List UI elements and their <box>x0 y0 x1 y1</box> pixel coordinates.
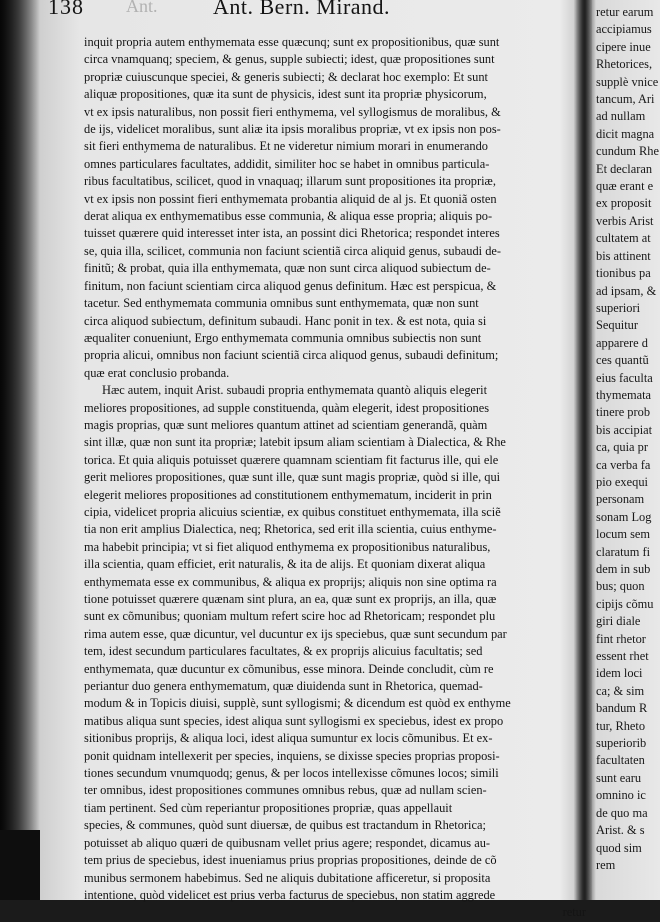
text-line: tionibus pa <box>596 266 651 281</box>
text-line: de quo ma <box>596 805 648 820</box>
text-line: tur, Rheto <box>596 718 646 733</box>
text-line: tem, idest secundum particulares facultates, & ex proprijs alicuius facultatis; sed <box>84 644 483 659</box>
text-line: Et declaran <box>596 161 653 176</box>
text-line: ad nullam <box>596 109 646 124</box>
text-line: tancum, Ari <box>596 92 655 107</box>
text-line: intentione, quòd videlicet est prius verba facturus de speciebus, non statim aggrede <box>84 887 496 902</box>
text-line: tiones secundum vnumquodq; genus, & per locos intellexisse cõmunes locos; simili <box>84 766 499 781</box>
text-line: facultaten <box>596 753 645 768</box>
text-line: enthymemata, quæ ducuntur ex cõmunibus, esse minora. Deinde concludit, cùm re <box>84 661 494 676</box>
text-line: se, quia illa, scilicet, communia non faciunt scientiã circa aliquid genus, subaudi de- <box>84 243 502 258</box>
text-line: cundum Rhe <box>596 144 659 159</box>
text-line: bis attinent <box>596 248 651 263</box>
text-line: sit fieri enthymema de naturalibus. Et ne videretur nimium morari in enumerando <box>84 139 488 154</box>
text-line: æqualiter conueniunt, Ergo enthymemata communia omnibus subiectis non sunt <box>84 330 482 345</box>
text-line: retur <box>562 905 586 920</box>
text-line: quæ erat conclusio probanda. <box>84 365 230 380</box>
text-line: tem prius de speciebus, idest inueniamus prius proprias propositiones, deinde de cõ <box>84 853 497 868</box>
text-line: ca; & sim <box>596 683 645 698</box>
text-line: sint illæ, quæ non sunt ita propriæ; latebit ipsum aliam scientiam à Dialectica, & Rhe <box>84 435 506 450</box>
text-line: tia non erit amplius Dialectica, neq; Rhetorica, sed erit illa scientia, cuius enthyme- <box>84 522 497 537</box>
text-line: retur earum <box>596 5 654 19</box>
text-line: cultatem at <box>596 231 651 246</box>
text-line: personam <box>596 492 645 507</box>
text-line: sonam Log <box>596 509 652 524</box>
text-line: de ijs, videlicet moralibus, sunt aliæ ita ipsis moralibus propriæ, vt ex ipsis non pos- <box>84 122 501 137</box>
text-line: omnino ic <box>596 788 646 803</box>
text-line: cipia, videlicet propria alicuius scientiæ, ex quibus constituet enthymemata, illa sciẽ <box>84 504 501 519</box>
text-line: idem loci <box>596 666 643 681</box>
text-line: omnes particulares facultates, addidit, similiter hoc se habet in omnibus particula- <box>84 156 490 171</box>
text-line: eius faculta <box>596 370 653 385</box>
text-line: superiori <box>596 300 641 315</box>
text-line: ad ipsam, & <box>596 283 657 298</box>
right-page <box>590 0 660 900</box>
body-text <box>84 34 586 922</box>
text-line: Arist. & s <box>596 823 645 838</box>
text-line: fint rhetor <box>596 631 646 646</box>
text-line: aliquæ propositiones, quæ ita sunt de physicis, idest sunt ita propriæ physicorum, <box>84 87 487 102</box>
text-line: propriæ cuiuscunque speciei, & generis subiecti; & declarat hoc exemplo: Et sunt <box>84 69 488 84</box>
text-line: ma habebit principia; vt si fiet aliquod enthymema ex propositionibus naturalibus, <box>84 539 491 554</box>
text-line: dicit magna <box>596 126 655 141</box>
text-line: vt ex ipsis non possint fieri enthymemata probantia aliquid de al js. Et quoniã osten <box>84 191 497 206</box>
text-line: superiorib <box>596 736 647 751</box>
text-line: pio exequi <box>596 474 648 489</box>
text-line: tione potuisset quærere quænam sint plura, an ea, quæ sunt ex proprijs, an illa, quæ <box>84 592 497 606</box>
text-line: rem <box>596 857 616 872</box>
text-line: tinere prob <box>596 405 651 420</box>
text-line: ca, quia pr <box>596 440 648 455</box>
text-line: ponit quidnam intellexerit per species, inquiens, se dixisse species proprias proposi- <box>84 748 500 763</box>
text-line: bandum R <box>596 701 648 716</box>
text-line: elegerit meliores propositiones ad constitutionem enthymematum, inciderit in prin <box>84 487 492 502</box>
text-line: ca verba fa <box>596 457 651 472</box>
text-line: finitum, non faciunt scientiam circa aliquod genus definitum. Hæc est perspicua, & <box>84 278 497 293</box>
text-line: Sequitur <box>596 318 638 333</box>
text-line: inquit propria autem enthymemata esse quæcunq; sunt ex propositionibus, quæ sunt <box>84 35 500 49</box>
text-line: tiam pertinent. Sed cùm reperiantur propositiones propriæ, quas appellauit <box>84 800 453 815</box>
text-line: species, & communes, quòd sunt diuersæ, de quibus est tractandum in Rhetorica; <box>84 818 486 833</box>
text-line: claratum fi <box>596 544 651 559</box>
text-line: bis accipiat <box>596 422 653 437</box>
text-line: locum sem <box>596 527 651 542</box>
text-line: circa aliquod subiectum, definitum subaudi. Hanc ponit in tex. & est nota, quia si <box>84 313 487 328</box>
text-line: quod sim <box>596 840 642 855</box>
text-line: vt ex ipsis naturalibus, non possit fieri enthymema, vel syllogismus de moralibus, & <box>84 104 501 119</box>
text-line: matibus aliqua sunt species, idest aliqua sunt syllogismi ex speciebus, idest ex propo <box>84 713 504 728</box>
text-line: potuisset ab aliquo quæri de quibusnam vellet prius agere; respondet, dicamus au- <box>84 835 491 850</box>
text-line: finitũ; & probat, quia illa enthymemata, quæ non sunt circa aliquod subiectum de- <box>84 261 491 276</box>
text-line: apparere d <box>596 335 648 350</box>
text-line: modum & in Topicis diuisi, supplè, sunt syllogismi; & dicendum est quòd ex enthyme <box>84 696 511 711</box>
text-line: dem in sub <box>596 562 651 576</box>
text-line: munibus sermonem habebimus. Sed ne aliquis dubitatione afficeretur, si proposita <box>84 870 491 885</box>
text-line: torica. Et quia aliquis potuisset quærere quamnam scientiam fit facturus ille, qui ele <box>84 452 499 467</box>
text-line: cipijs cõmu <box>596 596 654 611</box>
text-line: sunt earu <box>596 770 642 785</box>
text-line: tuisset quærere quid interesset inter ista, an possint dici Rhetorica; respondet interes <box>84 226 500 241</box>
text-line: accipiamus <box>596 22 652 37</box>
text-line: sitionibus proprijs, & aliqua loci, idest aliqua sumuntur ex locis cõmunibus. Et ex- <box>84 731 493 746</box>
text-line: meliores propositiones, ad supple constituenda, quàm elegerit, idest propositiones <box>84 400 490 415</box>
text-line: supplè vnice <box>596 74 659 89</box>
text-line: ces quantũ <box>596 353 649 368</box>
text-line: essent rhet <box>596 649 649 664</box>
text-line: verbis Arist <box>596 213 654 228</box>
text-line: quæ erant e <box>596 179 654 194</box>
text-line: cipere inue <box>596 39 651 54</box>
running-head <box>38 0 570 24</box>
text-line: bus; quon <box>596 579 645 594</box>
text-line: sunt ex cõmunibus; quoniam multum refert scire hoc ad Rhetoricam; respondet plu <box>84 609 496 624</box>
running-title: Ant. Bern. Mirand. <box>213 0 391 19</box>
text-line: periantur duo genera enthymematum, quæ diuidenda sunt in Rhetorica, quemad- <box>84 679 483 694</box>
text-line: magis proprias, quæ sunt meliores quantum attinet ad scientiam generandã, quàm <box>84 417 488 432</box>
left-page <box>28 0 586 920</box>
text-line: enthymemata esse ex communibus, & aliqua ex proprijs; aliquis non sine optima ra <box>84 574 497 589</box>
page-number: 138 <box>48 0 84 19</box>
show-through-text: Ant. <box>126 0 158 16</box>
text-line: thymemata <box>596 387 652 402</box>
text-line: circa vnamquanq; speciem, & genus, supple subiecti; idest, quæ propositiones sunt <box>84 52 495 67</box>
text-line: derat aliqua ex enthymematibus esse communia, & aliqua esse propria; aliquis po- <box>84 209 493 224</box>
text-line: Rhetorices, <box>596 57 653 72</box>
text-line: ter omnibus, idest propositiones communes omnibus rebus, quæ ad nullam scien- <box>84 783 487 798</box>
text-line: tacetur. Sed enthymemata communia omnibus sunt enthymemata, quæ non sunt <box>84 296 479 311</box>
text-line: propria alicui, omnibus non faciunt scientiã circa aliquod genus, subaudi definitum; <box>84 348 499 363</box>
text-line: ex proposit <box>596 196 652 211</box>
text-line: Hæc autem, inquit Arist. subaudi propria enthymemata quantò aliquis elegerit <box>102 383 488 398</box>
text-line: illa scientia, quam efficiet, erit naturalis, & ita de alijs. Et quoniam dixerat aliqua <box>84 557 486 572</box>
text-line: giri diale <box>596 614 641 629</box>
text-line: gerit meliores propositiones, quæ sunt ille, quæ sunt magis propriæ, quòd si ille, qui <box>84 470 501 485</box>
right-page-text <box>596 4 659 874</box>
text-line: ribus facultatibus, scilicet, quod in vnaquaq; illarum sunt propositiones ita propriæ, <box>84 174 496 189</box>
text-line: rima autem esse, quæ dicuntur, vel ducuntur ex ijs speciebus, quæ sunt secundum par <box>84 626 507 641</box>
